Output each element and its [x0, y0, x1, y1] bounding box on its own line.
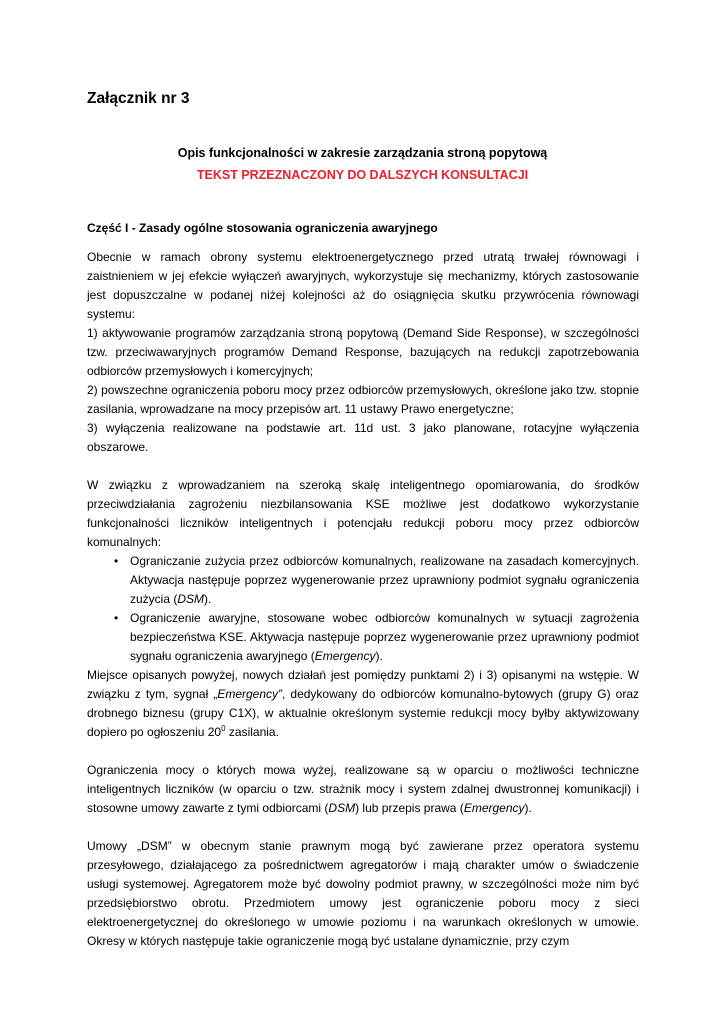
mechanism-item-1: 1) aktywowanie programów zarządzania stroną popytową (Demand Side Response), w szczególności tzw. przeciwawaryjnych programów Demand Response, bazujących na redukcji zapotrzebowania odbiorców przemysłowych i komercyjnych; — [87, 326, 639, 378]
intro-paragraph: Obecnie w ramach obrony systemu elektroenergetycznego przed utratą trwałej równowagi i zaistnieniem w jej efekcie wyłączeń awaryjnych, wykorzystuje się mechanizmy, których zastosowanie jest dopuszczalne w podanej niżej kolejności aż do osiągnięcia skutku przywrócenia równowagi systemu: — [87, 250, 639, 321]
document-body — [87, 248, 639, 951]
smart-metering-paragraph: W związku z wprowadzaniem na szeroką skalę inteligentnego opomiarowania, do środków przeciwdziałania zagrożeniu niezbilansowania KSE możliwe jest dodatkowo wykorzystanie funkcjonalności liczników inteligentnych i potencjału redukcji poboru mocy przez odbiorców komunalnych: — [87, 478, 639, 549]
part-heading: Część I - Zasady ogólne stosowania ograniczenia awaryjnego — [87, 221, 438, 235]
consultation-notice: TEKST PRZEZNACZONY DO DALSZYCH KONSULTACJI — [196, 168, 529, 182]
power-limits-paragraph: Ograniczenia mocy o których mowa wyżej, realizowane są w oparciu o możliwości techniczne inteligentnych liczników (w oparciu o tzw. strażnik mocy i system zdalnej dwustronnej komunikacji) i stosowne umowy zawarte z tymi odbiorcami (DSM) lub przepis prawa (Emergency). — [87, 763, 639, 815]
bullet-icon: • — [114, 611, 119, 625]
list-item: • Ograniczanie zużycia przez odbiorców komunalnych, realizowane na zasadach komercyjnych. Aktywacja następuje poprzez wygenerowanie przez uprawniony podmiot sygnału ograniczenia zużycia (DSM). — [114, 554, 639, 606]
measures-list — [87, 552, 639, 666]
document-title: Opis funkcjonalności w zakresie zarządzania stroną popytową — [177, 146, 548, 160]
bullet-icon: • — [114, 554, 119, 568]
annex-heading: Załącznik nr 3 — [87, 90, 190, 107]
dsm-contracts-paragraph: Umowy „DSM” w obecnym stanie prawnym mogą być zawierane przez operatora systemu przesyłowego, działającego za pośrednictwem agregatorów i mają charakter umów o świadczenie usługi systemowej. Agregatorem może być dowolny podmiot prawny, w szczególności może nim być przedsiębiorstwo obrotu. Przedmiotem umowy jest ograniczenie poboru mocy z sieci elektroenergetycznej do określonego w umowie poziomu i na warunkach określonych w umowie. Okresy w których następuje takie ograniczenie mogą być ustalane dynamicznie, przy czym — [87, 839, 639, 948]
list-item: • Ograniczenie awaryjne, stosowane wobec odbiorców komunalnych w sytuacji zagrożenia bezpieczeństwa KSE. Aktywacja następuje poprzez wygenerowanie przez uprawniony podmiot sygnału ograniczenia awaryjnego (Emergency). — [114, 611, 639, 663]
mechanism-item-2: 2) powszechne ograniczenia poboru mocy przez odbiorców przemysłowych, określone jako tzw. stopnie zasilania, wprowadzane na mocy przepisów art. 11 ustawy Prawo energetyczne; — [87, 383, 639, 416]
placement-paragraph: Miejsce opisanych powyżej, nowych działań jest pomiędzy punktami 2) i 3) opisanymi na wstępie. W związku z tym, sygnał „Emergency”, dedykowany do odbiorców komunalno-bytowych (grupy G) oraz drobnego biznesu (grupy C1X), w aktualnie określonym systemie redukcji mocy byłby aktywizowany dopiero po ogłoszeniu $20^0$ zasilania. — [87, 668, 639, 739]
mechanism-item-3: 3) wyłączenia realizowane na podstawie art. 11d ust. 3 jako planowane, rotacyjne wyłączenia obszarowe. — [87, 421, 639, 454]
